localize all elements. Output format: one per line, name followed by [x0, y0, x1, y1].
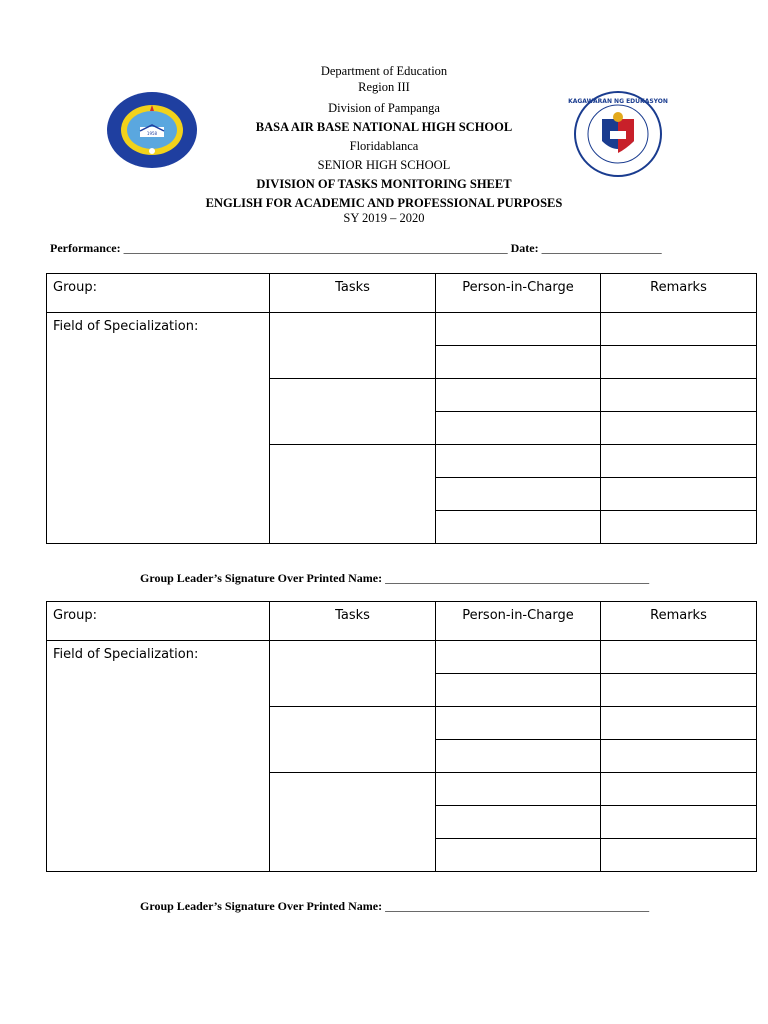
date-label: Date: — [510, 241, 539, 255]
field-of-specialization-cell[interactable] — [47, 313, 270, 544]
remarks-cell[interactable] — [601, 346, 757, 379]
remarks-cell[interactable] — [601, 839, 757, 872]
school-seal-logo — [106, 91, 198, 169]
remarks-cell[interactable] — [601, 379, 757, 412]
performance-blank[interactable]: ________________________________________________________________ — [123, 241, 508, 255]
performance-line — [50, 241, 720, 256]
school-name: BASA AIR BASE NATIONAL HIGH SCHOOL — [255, 120, 513, 134]
remarks-cell[interactable] — [601, 478, 757, 511]
signature-line-2 — [140, 899, 740, 914]
signature-line-1 — [140, 571, 740, 586]
remarks-header: Remarks — [601, 602, 757, 641]
task-cell[interactable] — [270, 445, 436, 544]
person-cell[interactable] — [436, 839, 601, 872]
person-cell[interactable] — [436, 379, 601, 412]
task-cell[interactable] — [270, 773, 436, 872]
field-of-specialization-label: Field of Specialization: — [53, 647, 199, 662]
person-in-charge-header: Person-in-Charge — [436, 602, 601, 641]
task-cell[interactable] — [270, 707, 436, 773]
task-cell[interactable] — [270, 379, 436, 445]
remarks-header: Remarks — [601, 274, 757, 313]
remarks-cell[interactable] — [601, 674, 757, 707]
remarks-cell[interactable] — [601, 445, 757, 478]
person-cell[interactable] — [436, 511, 601, 544]
remarks-cell[interactable] — [601, 773, 757, 806]
department-line: Department of Education — [320, 64, 448, 78]
remarks-cell[interactable] — [601, 740, 757, 773]
remarks-cell[interactable] — [601, 641, 757, 674]
group-header: Group: — [47, 602, 270, 641]
remarks-cell[interactable] — [601, 412, 757, 445]
subject-line: ENGLISH FOR ACADEMIC AND PROFESSIONAL PURPOSES — [205, 196, 563, 210]
person-cell[interactable] — [436, 674, 601, 707]
svg-text:KAGAWARAN NG EDUKASYON: KAGAWARAN NG EDUKASYON — [568, 98, 668, 105]
task-table-2 — [46, 601, 757, 872]
tasks-header: Tasks — [270, 274, 436, 313]
document-title: DIVISION OF TASKS MONITORING SHEET — [256, 177, 512, 191]
remarks-cell[interactable] — [601, 511, 757, 544]
level-line: SENIOR HIGH SCHOOL — [317, 158, 451, 172]
task-cell[interactable] — [270, 313, 436, 379]
field-of-specialization-label: Field of Specialization: — [53, 319, 199, 334]
person-cell[interactable] — [436, 445, 601, 478]
tasks-header: Tasks — [270, 602, 436, 641]
signature-blank[interactable]: ____________________________________________ — [385, 571, 650, 585]
deped-seal-logo — [568, 91, 668, 177]
person-cell[interactable] — [436, 707, 601, 740]
person-cell[interactable] — [436, 773, 601, 806]
signature-blank[interactable]: ____________________________________________ — [385, 899, 650, 913]
person-cell[interactable] — [436, 740, 601, 773]
task-table-1 — [46, 273, 757, 544]
person-cell[interactable] — [436, 412, 601, 445]
group-header: Group: — [47, 274, 270, 313]
person-cell[interactable] — [436, 313, 601, 346]
person-cell[interactable] — [436, 346, 601, 379]
region-line: Region III — [358, 80, 410, 94]
remarks-cell[interactable] — [601, 313, 757, 346]
signature-label: Group Leader’s Signature Over Printed Name: — [140, 571, 383, 585]
performance-label: Performance: — [50, 241, 121, 255]
person-cell[interactable] — [436, 641, 601, 674]
svg-text:1958: 1958 — [146, 131, 158, 136]
date-blank[interactable]: ____________________ — [541, 241, 662, 255]
person-in-charge-header: Person-in-Charge — [436, 274, 601, 313]
person-cell[interactable] — [436, 478, 601, 511]
remarks-cell[interactable] — [601, 806, 757, 839]
person-cell[interactable] — [436, 806, 601, 839]
field-of-specialization-cell[interactable] — [47, 641, 270, 872]
signature-label: Group Leader’s Signature Over Printed Name: — [140, 899, 383, 913]
division-line: Division of Pampanga — [328, 101, 440, 115]
task-cell[interactable] — [270, 641, 436, 707]
school-year: SY 2019 – 2020 — [343, 211, 425, 225]
town-line: Floridablanca — [349, 139, 419, 153]
remarks-cell[interactable] — [601, 707, 757, 740]
